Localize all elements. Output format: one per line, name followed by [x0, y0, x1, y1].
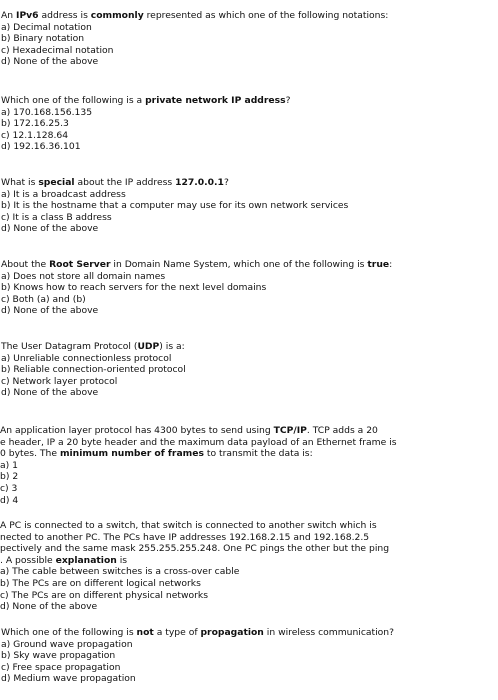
question-stem-line [0, 543, 498, 555]
question-7 [0, 520, 498, 613]
answer-option: a) 170.168.156.135 [1, 106, 93, 118]
stem-text: : [389, 259, 393, 270]
answer-option: d) Medium wave propagation [1, 673, 136, 685]
question-3 [1, 177, 498, 235]
question-stem-line [0, 555, 498, 567]
question-1 [1, 10, 498, 68]
answer-option: c) Hexadecimal notation [1, 44, 114, 56]
answer-option: d) None of the above [1, 223, 99, 235]
stem-text: address is [38, 10, 91, 21]
question-6 [0, 425, 498, 506]
stem-text: . TCP adds a 20 [306, 425, 378, 436]
bold-term: minimum number of frames [59, 448, 204, 460]
answer-option: c) Network layer protocol [1, 375, 118, 387]
bold-term: 127.0.0.1 [175, 177, 224, 188]
stem-text: to transmit the data is: [203, 448, 313, 460]
stem-text: ? [285, 95, 291, 106]
stem-text: pectively and the same mask 255.255.255.248. One PC pings the other but the ping [0, 543, 390, 555]
answer-option: b) The PCs are on different logical networks [0, 577, 201, 589]
answer-option: b) Knows how to reach servers for the next level domains [1, 282, 267, 294]
stem-text: An application layer protocol has 4300 bytes to send using [0, 425, 274, 436]
stem-text: is [116, 554, 128, 566]
bold-term: private network IP address [145, 95, 286, 106]
answer-option: c) Both (a) and (b) [1, 293, 86, 305]
stem-text: The User Datagram Protocol ( [1, 341, 138, 352]
stem-text: about the IP address [74, 177, 176, 188]
stem-text: About the [1, 259, 50, 270]
stem-text: What is [1, 177, 39, 188]
answer-option: d) None of the above [1, 305, 99, 317]
answer-option: d) 192.16.36.101 [1, 141, 81, 153]
stem-text: in Domain Name System, which one of the following is [110, 259, 368, 270]
answer-option: d) 4 [0, 494, 19, 506]
question-stem-line [0, 532, 498, 544]
question-2 [1, 95, 498, 153]
answer-option: c) The PCs are on different physical networks [0, 589, 208, 601]
question-4 [1, 259, 498, 317]
answer-option: b) 172.16.25.3 [1, 118, 69, 130]
stem-text: represented as which one of the following notations: [143, 10, 389, 21]
stem-text: ) is a: [159, 341, 185, 352]
bold-term: TCP/IP [273, 425, 307, 436]
stem-text: Which one of the following is [1, 627, 137, 638]
bold-term: commonly [90, 10, 144, 21]
question-stem-line [0, 520, 498, 532]
question-stem-line [0, 425, 498, 437]
answer-option: c) 3 [0, 482, 18, 494]
question-stem-line [0, 437, 498, 449]
stem-text: ? [223, 177, 229, 188]
answer-option: a) It is a broadcast address [1, 188, 126, 200]
answer-option: a) Does not store all domain names [1, 270, 166, 282]
question-stem [1, 10, 498, 22]
answer-option: a) Unreliable connectionless protocol [1, 352, 172, 364]
stem-text: in wireless communication? [263, 627, 394, 638]
question-stem [1, 177, 498, 189]
question-stem-line [0, 448, 498, 460]
question-stem [1, 627, 498, 639]
question-stem [1, 95, 498, 107]
answer-option: b) Reliable connection-oriented protocol [1, 364, 186, 376]
bold-term: not [136, 627, 154, 638]
answer-option: c) Free space propagation [1, 661, 121, 673]
bold-term: Root Server [49, 259, 111, 270]
stem-text: An [1, 10, 17, 21]
answer-option: c) It is a class B address [1, 211, 112, 223]
bold-term: propagation [200, 627, 264, 638]
stem-text: Which one of the following is a [1, 95, 146, 106]
answer-option: d) None of the above [0, 601, 98, 613]
question-stem [1, 259, 498, 271]
answer-option: a) The cable between switches is a cross-over cable [0, 566, 240, 578]
question-8 [1, 627, 498, 685]
stem-text: a type of [153, 627, 201, 638]
bold-term: IPv6 [16, 10, 39, 21]
question-stem [1, 341, 498, 353]
stem-text: A PC is connected to a switch, that switch is connected to another switch which is [0, 520, 377, 531]
answer-option: b) It is the hostname that a computer may use for its own network services [1, 200, 349, 212]
stem-text: 0 bytes. The [0, 448, 60, 460]
answer-option: b) Binary notation [1, 33, 85, 45]
answer-option: a) Decimal notation [1, 21, 92, 33]
answer-option: b) Sky wave propagation [1, 650, 116, 662]
answer-option: d) None of the above [1, 387, 99, 399]
stem-text: . A possible [0, 554, 56, 566]
answer-option: a) 1 [0, 459, 18, 471]
bold-term: true [367, 259, 390, 270]
answer-option: c) 12.1.128.64 [1, 129, 69, 141]
question-5 [1, 341, 498, 399]
bold-term: explanation [55, 554, 117, 566]
stem-text: nected to another PC. The PCs have IP addresses 192.168.2.15 and 192.168.2.5 [0, 531, 370, 543]
answer-option: d) None of the above [1, 56, 99, 68]
bold-term: special [38, 177, 75, 188]
bold-term: UDP [137, 341, 160, 352]
stem-text: e header, IP a 20 byte header and the maximum data payload of an Ethernet frame is [0, 436, 397, 448]
answer-option: b) 2 [0, 471, 19, 483]
answer-option: a) Ground wave propagation [1, 638, 133, 650]
